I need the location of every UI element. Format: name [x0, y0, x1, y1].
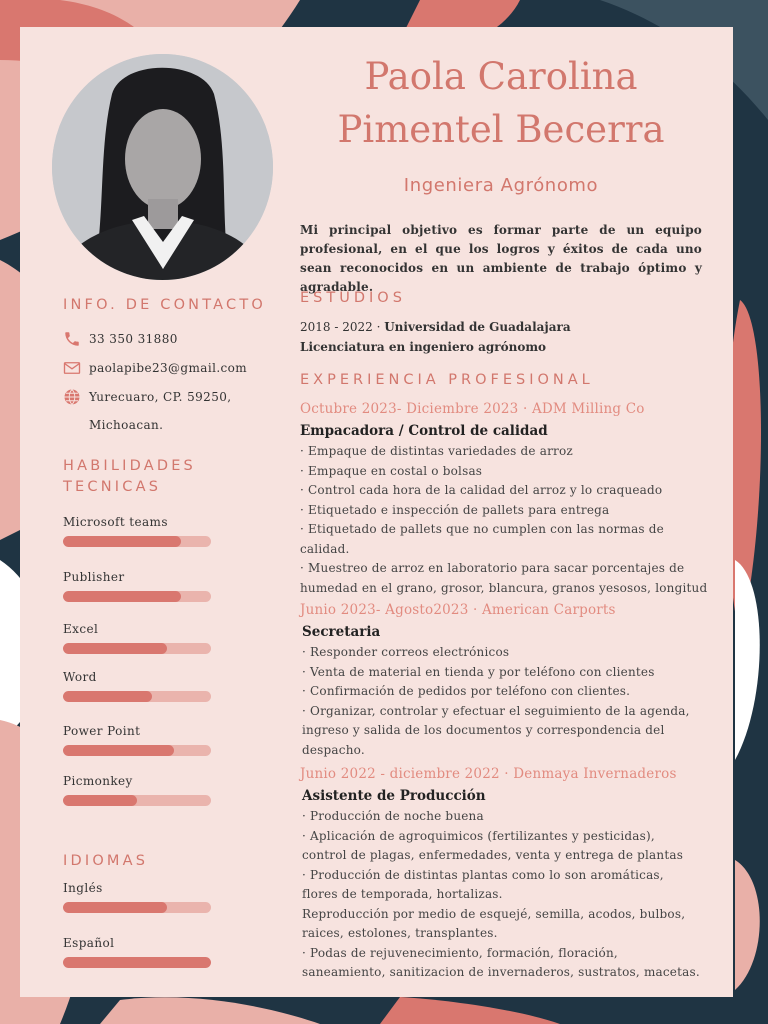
- phone-icon: [63, 330, 85, 352]
- job-period: Octubre 2023- Diciembre 2023 · ADM Milling Co: [300, 401, 645, 417]
- language-label: Inglés: [63, 881, 103, 895]
- job-period: Junio 2022 - diciembre 2022 · Denmaya Invernaderos: [300, 766, 677, 782]
- skill-bar-fill: [63, 536, 181, 547]
- skill-bar-track: [63, 643, 211, 654]
- job-duty: ingreso y salida de los documentos y correspondencia del: [302, 723, 665, 737]
- job-duty: despacho.: [302, 742, 365, 757]
- skill-item: [63, 568, 211, 602]
- skill-label: Publisher: [63, 570, 125, 584]
- job-title: Secretaria: [302, 624, 381, 640]
- job-duty: control de plagas, enfermedades, venta y entrega de plantas: [302, 848, 684, 862]
- skill-label: Picmonkey: [63, 774, 133, 788]
- education-period: 2018 - 2022 ·: [300, 320, 385, 334]
- contact-phone[interactable]: [63, 330, 178, 353]
- skill-bar-track: [63, 745, 211, 756]
- phone-text: 33 350 31880: [89, 332, 178, 346]
- job-entry: [300, 764, 720, 983]
- job-duty: · Muestreo de arroz en laboratorio para sacar porcentajes de: [300, 561, 685, 575]
- job-duty: · Aplicación de agroquimicos (fertilizantes y pesticidas),: [302, 828, 655, 843]
- education-degree: Licenciatura en ingeniero agrónomo: [300, 340, 547, 354]
- contact-heading: INFO. DE CONTACTO: [63, 297, 267, 313]
- job-duty: flores de temporada, hortalizas.: [302, 887, 503, 901]
- skill-bar-fill: [63, 745, 174, 756]
- email-text: paolapibe23@gmail.com: [89, 361, 248, 375]
- skill-bar-fill: [63, 795, 137, 806]
- education-entry: [300, 317, 571, 357]
- skill-bar-track: [63, 591, 211, 602]
- skill-item: [63, 772, 211, 806]
- skill-item: [63, 513, 211, 547]
- job-duty: · Venta de material en tienda y por teléfono con clientes: [302, 664, 655, 679]
- job-duty: · Producción de noche buena: [302, 809, 484, 823]
- job-duty: calidad.: [300, 541, 350, 556]
- language-bar-fill: [63, 957, 211, 968]
- job-period: Junio 2023- Agosto2023 · American Carports: [300, 602, 616, 618]
- skill-label: Word: [63, 670, 97, 684]
- job-duty: · Etiquetado e inspección de pallets para entrega: [300, 502, 610, 517]
- education-school: Universidad de Guadalajara: [384, 320, 571, 334]
- skill-item: [63, 722, 211, 756]
- job-entry: [300, 399, 720, 598]
- job-duty: · Responder correos electrónicos: [302, 645, 510, 659]
- job-entry: [300, 600, 720, 760]
- name-line-1: Paola Carolina: [364, 55, 638, 98]
- job-duty: · Control cada hora de la calidad del arroz y lo craqueado: [300, 483, 663, 497]
- skill-label: Excel: [63, 622, 99, 636]
- job-duty: raices, estolones, transplantes.: [302, 926, 498, 940]
- job-duty: · Podas de rejuvenecimiento, formación, floración,: [302, 945, 618, 960]
- contact-address: [63, 388, 231, 439]
- language-item: [63, 879, 211, 913]
- job-title: Asistente de Producción: [302, 788, 486, 804]
- job-duty: saneamiento, sanitizacion de invernaderos, sustratos, macetas.: [302, 965, 700, 979]
- education-heading: ESTUDIOS: [300, 290, 406, 306]
- objective-text: Mi principal objetivo es formar parte de un equipo profesional, en el que los logros y éxitos de cada uno sean reconocidos en un ambiente de trabajo óptimo y agradable.: [300, 223, 702, 294]
- mail-icon: [63, 359, 85, 381]
- address-text: [89, 383, 231, 439]
- job-duty: · Producción de distintas plantas como lo son aromáticas,: [302, 867, 664, 882]
- language-item: [63, 934, 211, 968]
- address-line-2: Michoacan.: [89, 418, 164, 432]
- language-bar-fill: [63, 902, 167, 913]
- skill-bar-track: [63, 795, 211, 806]
- skill-bar-fill: [63, 643, 167, 654]
- skill-bar-track: [63, 691, 211, 702]
- job-duty: Reproducción por medio de esquejé, semilla, acodos, bulbos,: [302, 906, 686, 921]
- job-duty: · Organizar, controlar y efectuar el seguimiento de la agenda,: [302, 703, 690, 718]
- language-bar-track: [63, 957, 211, 968]
- skill-label: Power Point: [63, 724, 141, 738]
- skill-bar-track: [63, 536, 211, 547]
- language-label: Español: [63, 936, 115, 950]
- name-line-2: Pimentel Becerra: [337, 108, 665, 151]
- experience-heading: EXPERIENCIA PROFESIONAL: [300, 372, 594, 388]
- skills-heading-line-1: HABILIDADES: [63, 458, 196, 474]
- job-role: Ingeniera Agrónomo: [403, 175, 599, 196]
- skill-bar-fill: [63, 591, 181, 602]
- language-bar-track: [63, 902, 211, 913]
- job-duty: · Empaque en costal o bolsas: [300, 463, 483, 478]
- address-line-1: Yurecuaro, CP. 59250,: [89, 390, 232, 404]
- job-title: Empacadora / Control de calidad: [300, 423, 548, 439]
- profile-photo: [52, 54, 273, 280]
- full-name: [300, 50, 702, 156]
- skill-bar-fill: [63, 691, 152, 702]
- job-duty: · Confirmación de pedidos por teléfono con clientes.: [302, 684, 631, 698]
- resume-card: [20, 27, 733, 997]
- languages-heading: IDIOMAS: [63, 853, 149, 869]
- skills-heading: [63, 456, 196, 498]
- skill-item: [63, 668, 211, 702]
- job-duty: · Etiquetado de pallets que no cumplen con las normas de: [300, 522, 664, 536]
- job-duty: · Empaque de distintas variedades de arroz: [300, 444, 573, 458]
- job-duty: humedad en el grano, grosor, blancura, granos yesosos, longitud: [300, 580, 708, 595]
- contact-email[interactable]: [63, 359, 247, 382]
- globe-icon: [63, 388, 85, 410]
- skill-label: Microsoft teams: [63, 515, 168, 529]
- skills-heading-line-2: TECNICAS: [63, 479, 162, 495]
- skill-item: [63, 620, 211, 654]
